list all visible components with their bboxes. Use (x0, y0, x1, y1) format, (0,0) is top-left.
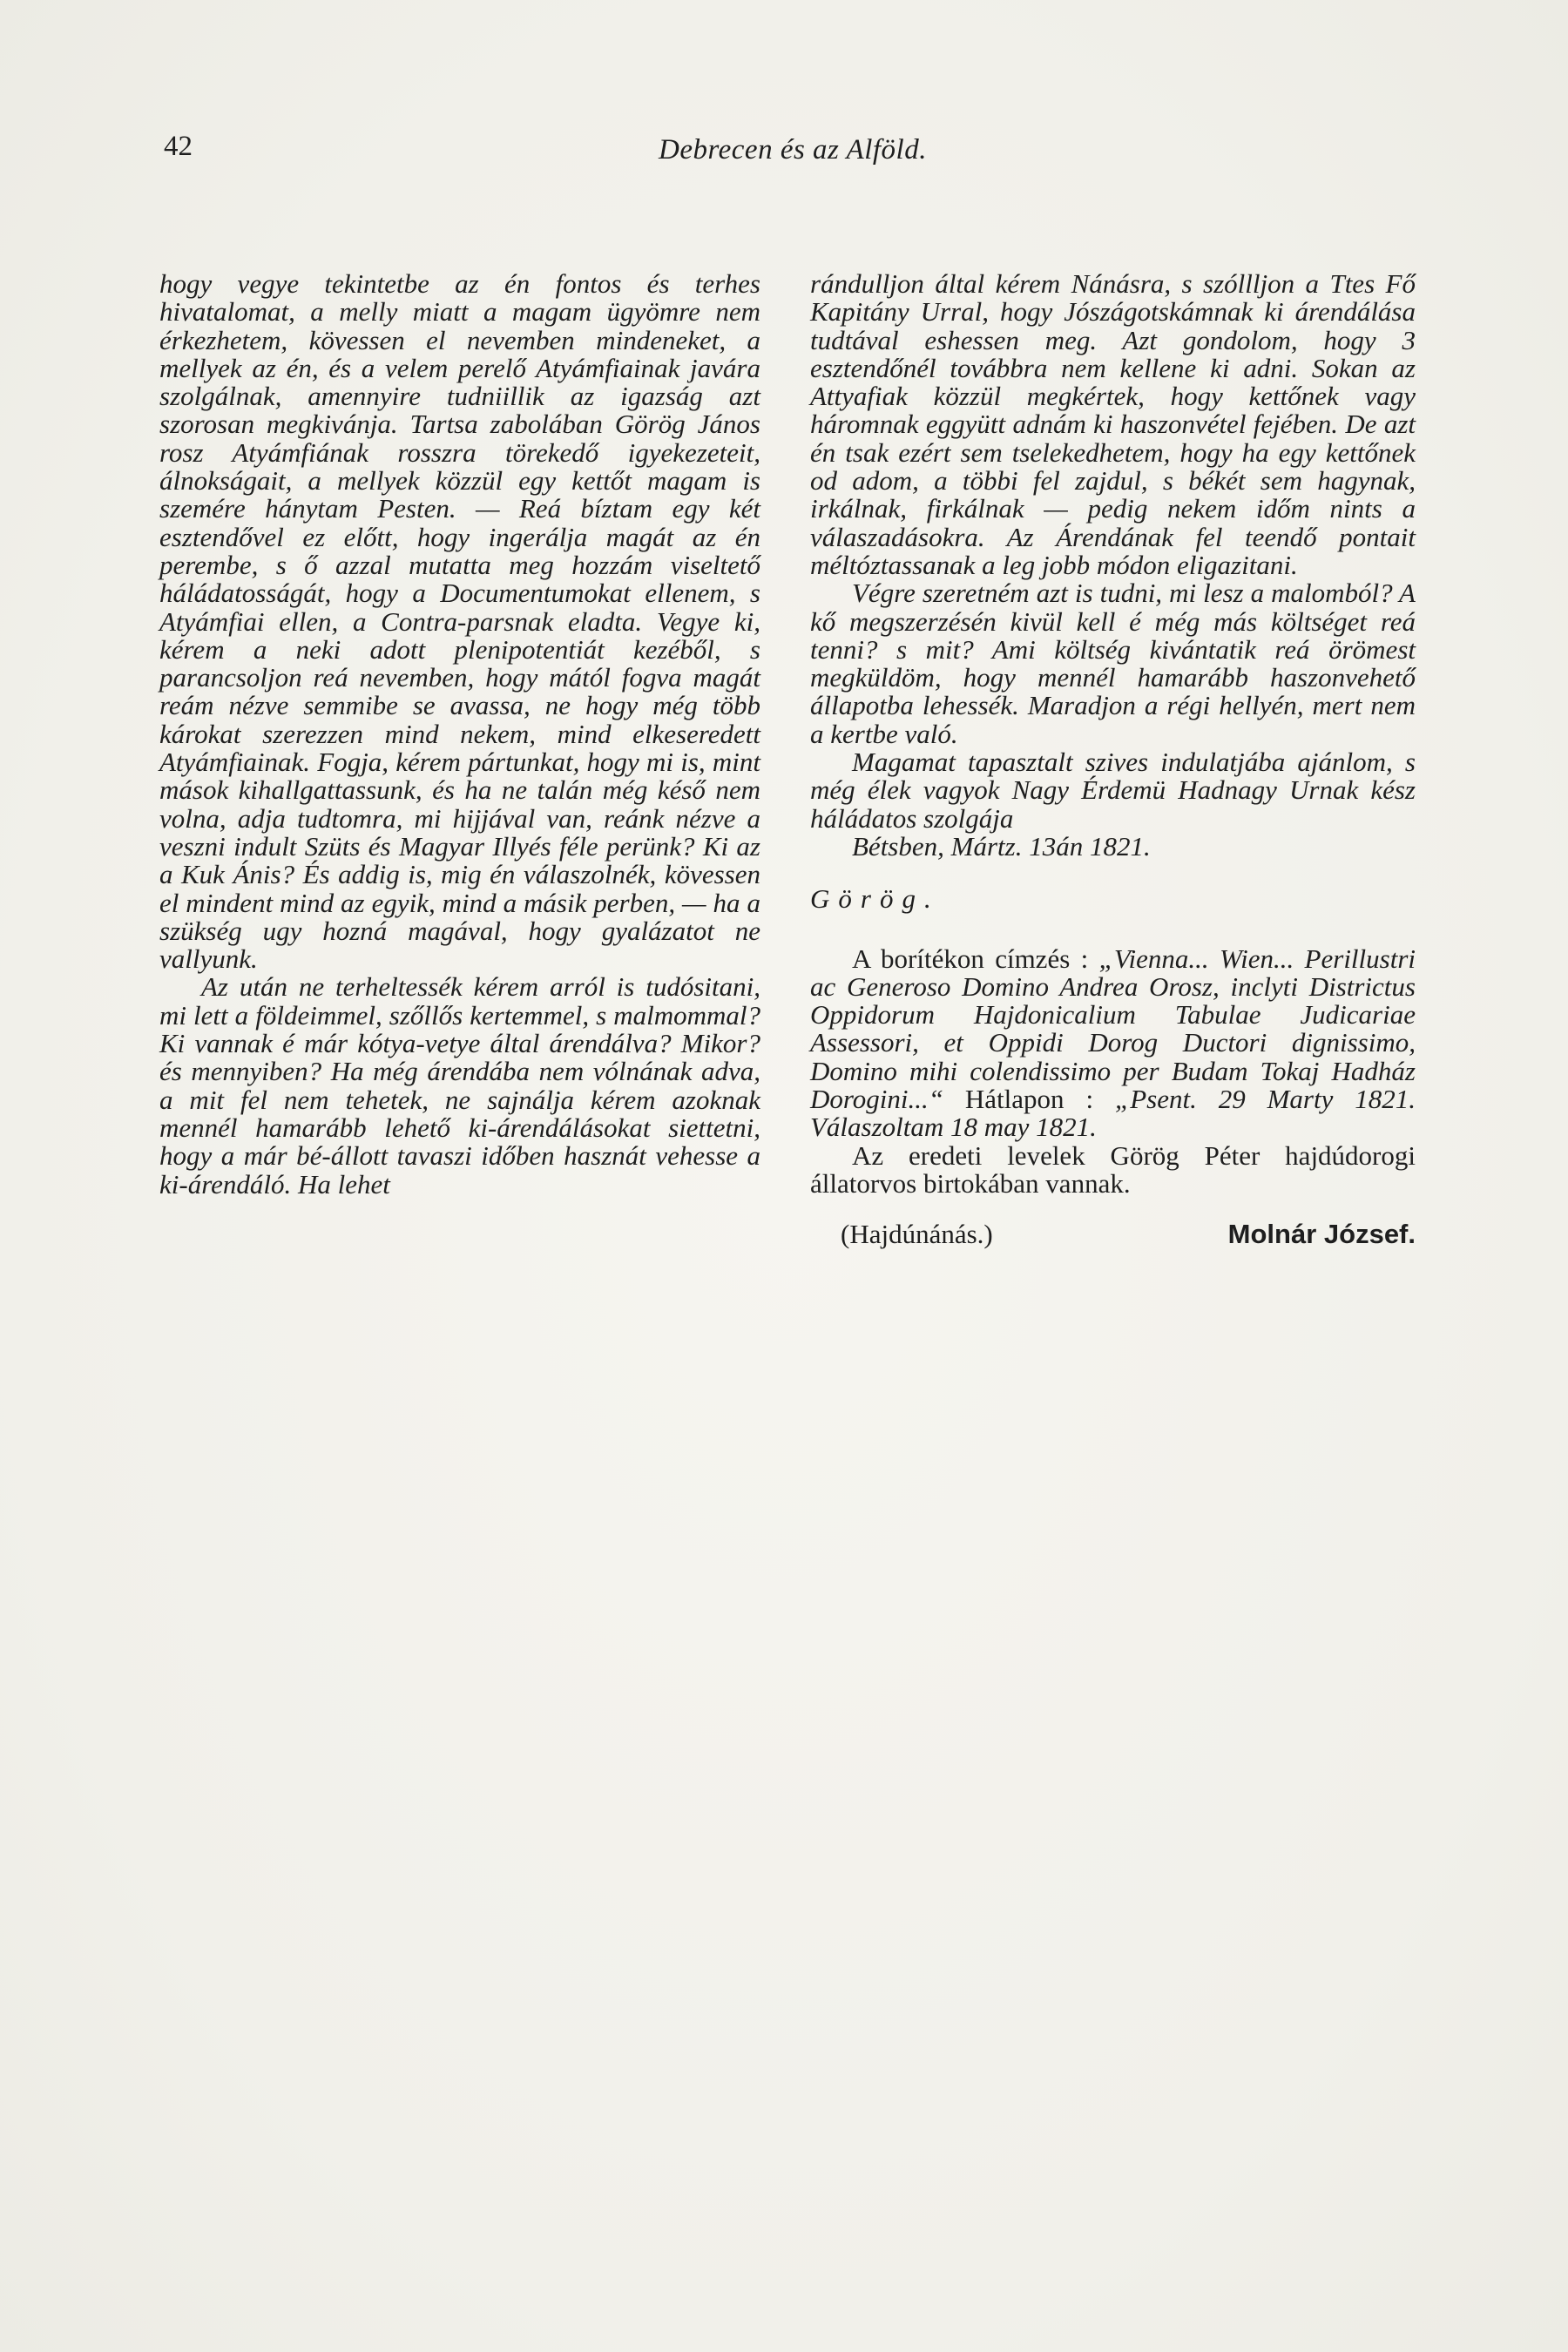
running-title: Debrecen és az Alföld. (659, 134, 927, 166)
envelope-address: „Vienna... Wien... Perillustri ac Generoso Domino Andrea Orosz, inclyti Districtus Oppidorum Hajdonicalium Tabulae Judicariae Assessori, et Oppidi Dorog Ductori dignissimo, Domino mihi colendissimo per Budam Tokaj Hadház Dorogini...“ (810, 943, 1416, 1115)
envelope-label: A borítékon címzés : (852, 943, 1089, 974)
letter-dateline: Bétsben, Mártz. 13án 1821. (852, 830, 1151, 862)
envelope-back-label: Hátlapon : (964, 1084, 1094, 1115)
letter-paragraph: Végre szeretném azt is tudni, mi lesz a malomból? A kő megszerzésén kivül kell é még más költséget reá tenni? s mit? Ami költség kivántatik reá örömest megküldöm, hogy mennél hamarább haszonvehető állapotba lehessék. Maradjon a régi hellyén, mert nem a kertbe való. (810, 578, 1416, 749)
author-name: Molnár József. (1227, 1219, 1416, 1250)
right-column (810, 270, 1416, 1255)
letter-paragraph: Magamat tapasztalt szives indulatjába ajánlom, s még élek vagyok Nagy Érdemü Hadnagy Urnak kész háládatos szolgája (810, 747, 1416, 834)
letter-paragraph: Az után ne terheltessék kérem arról is tudósitani, mi lett a földeimmel, szőllős kertemmel, s malmommal? Ki vannak é már kótya-vetye által árendálva? Mikor? és mennyiben? Ha még árendába nem vólnának adva, a mit fel nem tehetek, ne sajnálja kérem azoknak mennél hamarább lehető ki-árendálásokat siettetni, hogy a már bé-állott tavaszi időben hasznát vehesse a ki-árendáló. Ha lehet (159, 971, 760, 1200)
left-column (159, 270, 760, 1199)
envelope-note (810, 945, 1416, 1142)
letter-paragraph: rándulljon által kérem Nánásra, s szóllljon a Ttes Fő Kapitány Urral, hogy Jószágotskámnak ki árendálása tudtával eshessen meg. Azt gondolom, hogy 3 esztendőnél továbbra nem kellene ki adni. Sokan az Attyafiak közzül megkértek, hogy kettőnek vagy háromnak eggyütt adnám ki haszonvétel fejében. De azt én tsak ezért sem tselekedhetem, hogy ha egy kettőnek od adom, a többi fel zajdul, s békét sem hagynak, irkálnak, firkálnak — pedig nekem időm nints a válaszadásokra. Az Árendának fel teendő pontait méltóztassanak a leg jobb módon eligazitani. (810, 268, 1416, 580)
page-header (157, 131, 1429, 183)
source-note: Az eredeti levelek Görög Péter hajdúdorogi állatorvos birtokában vannak. (810, 1139, 1416, 1199)
letter-paragraph: hogy vegye tekintetbe az én fontos és terhes hivatalomat, a melly miatt a magam ügyömre nem érkezhetem, kövessen el nevemben mindeneket, a mellyek az én, és a velem perelő Atyámfiainak javára szolgálnak, amennyire tudniillik az igazság azt szorosan megkivánja. Tartsa zabolában Görög János rosz Atyámfiának rosszra törekedő igyekezeteit, álnokságait, a mellyek közzül egy kettőt magam is szemére hánytam Pesten. — Reá bíztam egy két esztendővel ez előtt, hogy ingerálja magát az én perembe, s ő azzal mutatta meg hozzám viseltető háládatosságát, hogy a Documentumokat ellenem, s Atyámfiai ellen, a Contra-parsnak eladta. Vegye ki, kérem a neki adott plenipotentiát kezéből, s parancsoljon reá nevemben, hogy mától fogva magát reám nézve semmibe se avassa, ne hogy még több károkat szerezzen mind nekem, mind elkeseredett Atyámfiainak. Fogja, kérem pártunkat, hogy mi is, mint mások kihallgattassunk, és ha ne talán még késő nem volna, adja tudtomra, mi hijjával van, reánk nézve a veszni indult Szüts és Magyar Illyés féle perünk? Ki az a Kuk Ánis? És addig is, mig én válaszolnék, kövessen el mindent mind az egyik, mind a másik perben, — ha a szükség ugy hozná magával, hogy gyalázatot ne vallyunk. (159, 268, 760, 975)
signature-line (810, 1220, 1416, 1255)
author-place: (Hajdúnánás.) (841, 1219, 993, 1250)
page-number: 42 (164, 131, 193, 162)
envelope-back-text: „Psent. 29 Marty 1821. Válaszoltam 18 may 1821. (810, 1084, 1416, 1143)
letter-signer: Görög. (810, 883, 940, 915)
